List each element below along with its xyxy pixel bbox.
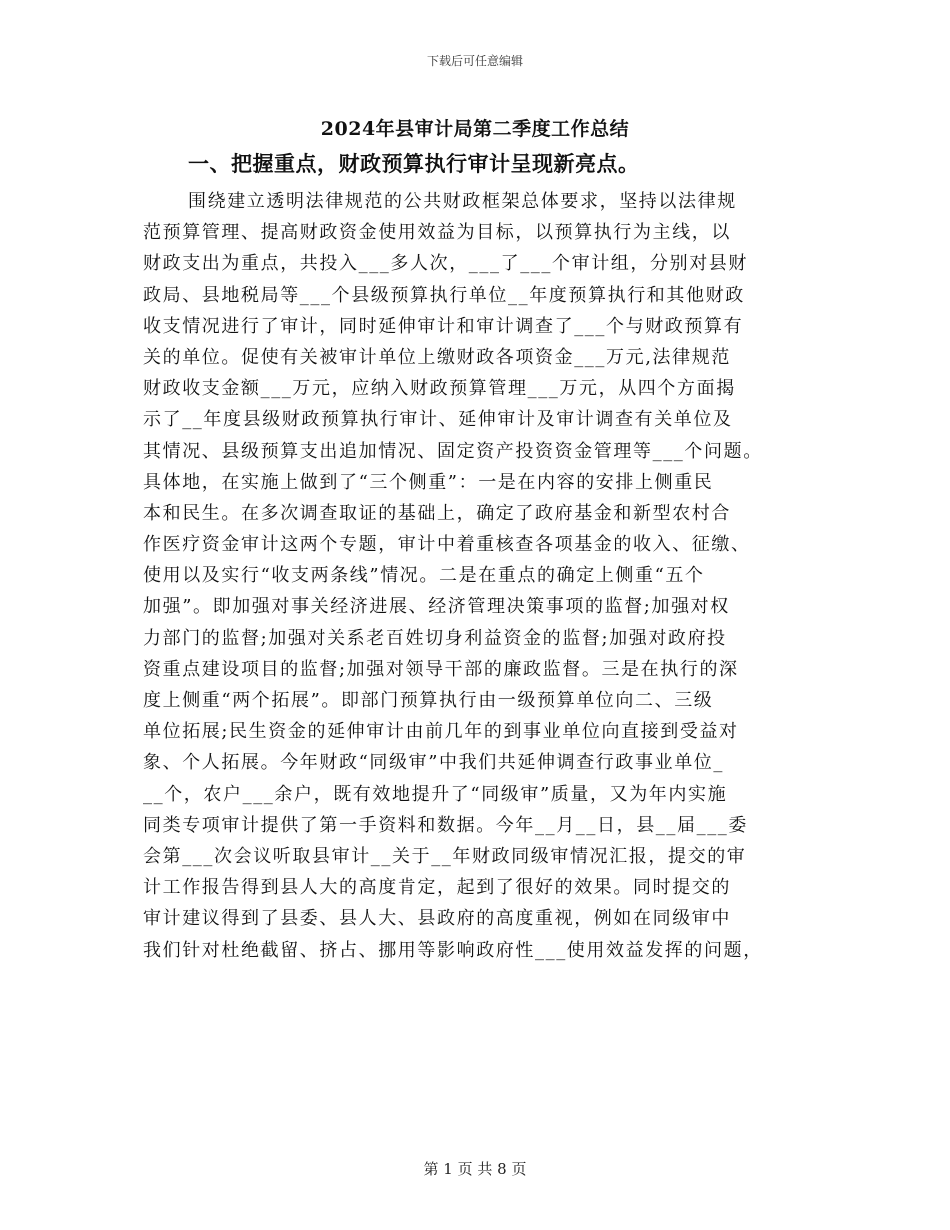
body-line: 使用以及实行“收支两条线”情况。二是在重点的确定上侧重“五个 xyxy=(143,565,705,587)
body-line: 资重点建设项目的监督;加强对领导干部的廉政监督。三是在执行的深 xyxy=(143,658,739,680)
body-line: 计工作报告得到县人大的高度肯定，起到了很好的效果。同时提交的 xyxy=(143,877,731,899)
body-line: 收支情况进行了审计，同时延伸审计和审计调查了___个与财政预算有 xyxy=(143,315,744,337)
body-line: 作医疗资金审计这两个专题，审计中着重核查各项基金的收入、征缴、 xyxy=(143,534,751,556)
body-line: 财政支出为重点，共投入___多人次，___了___个审计组，分别对县财 xyxy=(143,253,748,275)
body-line: 度上侧重“两个拓展”。即部门预算执行由一级预算单位向二、三级 xyxy=(143,690,714,711)
body-line: 同类专项审计提供了第一手资料和数据。今年__月__日，县__届___委 xyxy=(143,814,748,836)
body-line: 力部门的监督;加强对关系老百姓切身利益资金的监督;加强对政府投 xyxy=(143,627,727,649)
body-line: 我们针对杜绝截留、挤占、挪用等影响政府性___使用效益发挥的问题， xyxy=(143,939,763,961)
body-line: 象、个人拓展。今年财政“同级审”中我们共延伸调查行政事业单位_ xyxy=(143,752,725,774)
body-line: 审计建议得到了县委、县人大、县政府的高度重视，例如在同级审中 xyxy=(143,908,731,930)
body-line: 关的单位。促使有关被审计单位上缴财政各项资金___万元,法律规范 xyxy=(143,346,731,368)
body-line: 围绕建立透明法律规范的公共财政框架总体要求，坚持以法律规 xyxy=(188,191,737,212)
body-line: 其情况、县级预算支出追加情况、固定资产投资资金管理等___个问题。 xyxy=(143,440,763,462)
body-line: 财政收支金额___万元，应纳入财政预算管理___万元，从四个方面揭 xyxy=(143,378,736,400)
section-heading: 一、把握重点，财政预算执行审计呈现新亮点。 xyxy=(188,151,640,176)
page-header-note: 下载后可任意编辑 xyxy=(426,54,523,68)
body-line: 政局、县地税局等___个县级预算执行单位__年度预算执行和其他财政 xyxy=(143,284,745,306)
body-line: 单位拓展;民生资金的延伸审计由前几年的到事业单位向直接到受益对 xyxy=(143,721,739,743)
body-line: 会第___次会议听取县审计__关于__年财政同级审情况汇报，提交的审 xyxy=(143,845,747,867)
page-number-footer: 第 1 页 共 8 页 xyxy=(423,1160,527,1178)
body-line: 本和民生。在多次调查取证的基础上，确定了政府基金和新型农村合 xyxy=(143,502,731,524)
body-line: 示了__年度县级财政预算执行审计、延伸审计及审计调查有关单位及 xyxy=(143,409,733,431)
document-body xyxy=(0,186,950,966)
body-line: 范预算管理、提高财政资金使用效益为目标，以预算执行为主线，以 xyxy=(143,222,731,244)
body-line: 具体地，在实施上做到了“三个侧重”：一是在内容的安排上侧重民 xyxy=(143,471,714,493)
body-line: 加强”。即加强对事关经济进展、经济管理决策事项的监督;加强对权 xyxy=(143,596,730,618)
body-line: __个，农户___余户，既有效地提升了“同级审”质量，又为年内实施 xyxy=(143,783,728,805)
document-title: 2024年县审计局第二季度工作总结 xyxy=(320,118,630,140)
